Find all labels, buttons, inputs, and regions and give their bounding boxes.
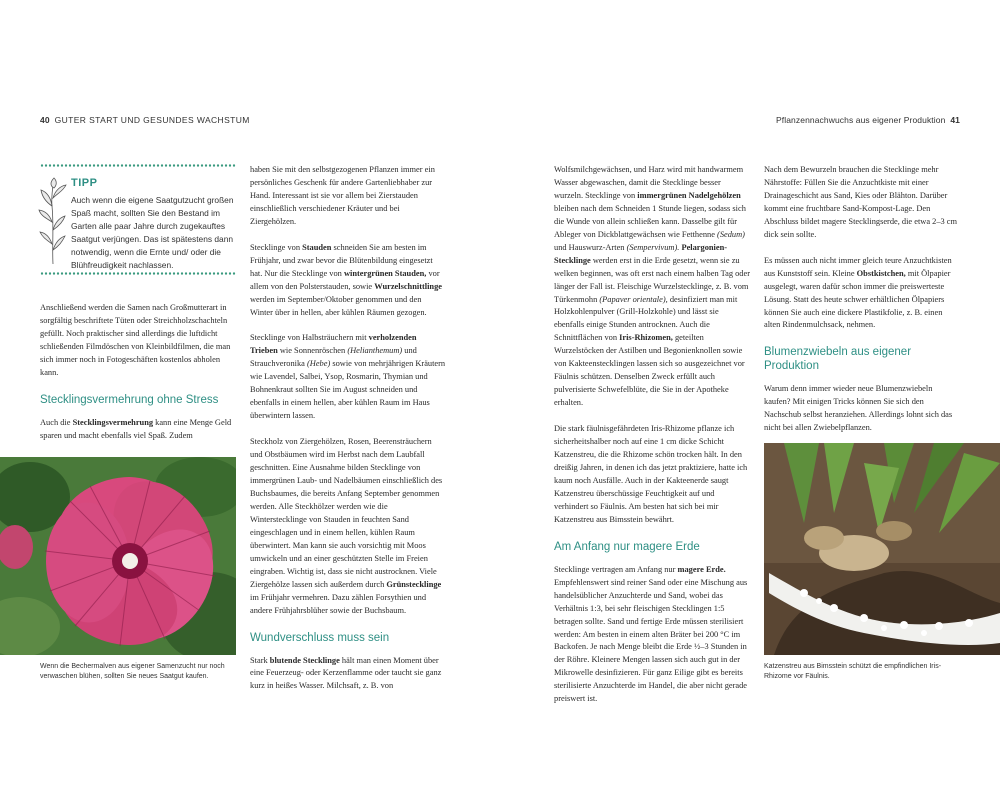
heading-am-anfang: Am Anfang nur magere Erde xyxy=(554,540,700,553)
paragraph: Steckholz von Ziergehölzen, Rosen, Beerensträuchern und Obstbäumen wird im Herbst nach dem Laubfall geschnitten. Eine Ausnahme bilden Stecklinge von immergrünen Laub- und Nadelbäumen einschließlich des Buchsbaumes, die bereits Anfang September genommen werden. Alle Steckhölzer werden wie die Winterstecklinge von Stauden in feuchten Sand eingeschlagen und in einem hellen, kühlen Raum überwintert. Man kann sie auch vorsichtig mit Moos umwickeln und an einer geschützten Stelle im Freien eingraben. Wichtig ist, dass sie nicht austrocknen. Viele Ziergehölze lassen sich außerdem durch Grünstecklinge im Frühjahr vermehren. Dazu zählen Forsythien und andere Frühjahrsblüher sowie der Buchsbaum. xyxy=(250,437,443,615)
heading-wundverschluss: Wundverschluss muss sein xyxy=(250,631,390,644)
right-running-header xyxy=(776,115,960,125)
paragraph: Stark blutende Stecklinge hält man einen Moment über eine Feuerzeug- oder Kerzenflamme oder taucht sie ganz kurz in heißes Wasser. Milchsaft, z. B. von xyxy=(250,655,442,691)
paragraph: Anschließend werden die Samen nach Großmutterart in sorgfältig beschriftete Tüten oder Streichholzschachteln gefüllt. Noch praktischer sind allerdings die luftdicht schließenden Filmdöschen von Kleinbildfilmen, die man sich immer noch in Fotogeschäften kostenlos abholen kann. xyxy=(40,303,231,377)
tip-top-divider xyxy=(40,164,236,167)
left-running-header xyxy=(40,115,250,125)
right-page-number: 41 xyxy=(950,115,960,125)
left-page-number: 40 xyxy=(40,115,50,125)
column-4 xyxy=(764,164,960,448)
tip-text: Auch wenn die eigene Saatgutzucht großen Spaß macht, sollten Sie den Bestand im Garten alle paar Jahre durch zugekauftes Saatgut verjüngen. Das ist spätestens dann notwendig, wenn die Ernte und/ oder die Blühfreudigkeit nachlassen. xyxy=(71,195,234,270)
paragraph: Auch die Stecklingsvermehrung kann eine Menge Geld sparen und macht ebenfalls viel Spaß. Zudem xyxy=(40,417,232,440)
flower-image-caption: Wenn die Bechermalven aus eigener Samenzucht nur noch verwaschen blühen, sollten Sie neues Saatgut kaufen. xyxy=(40,663,225,680)
left-section-title: GUTER START UND GESUNDES WACHSTUM xyxy=(54,115,250,125)
heading-blumenzwiebeln: Blumenzwiebeln aus eigener Produktion xyxy=(764,346,912,373)
paragraph: Stecklinge vertragen am Anfang nur magere Erde. Empfehlenswert sind reiner Sand oder eine Mischung aus handelsüblicher Anzuchterde und Sand, wobei das Verhältnis 1:3, bei sehr fleischigen Stecklingen 1:5 betragen sollte. Sand und fertige Erde müssen sterilisiert werden: Am besten in einem alten Bräter bei 200 °C im Backofen. Je nach Menge bleibt die Erde ½–3 Stunden in der Röhre. Kleinere Mengen lassen sich auch gut in der Mikrowelle desinfizieren. Für ganz Eilige gibt es bereits sterilisierte Anzuchterde im Handel, die aber nicht gerade preiswert ist. xyxy=(554,564,748,704)
paragraph: Nach dem Bewurzeln brauchen die Stecklinge mehr Nährstoffe: Füllen Sie die Anzuchtkiste mit einer Drainageschicht aus Sand, Kies oder Blähton. Darüber kommt eine fruchtbare Sand-Kompost-Lage. Den Abschluss bildet magere Stecklingserde, die etwa 2–3 cm dick sein sollte. xyxy=(764,165,958,239)
paragraph: Stecklinge von Stauden schneiden Sie am besten im Frühjahr, und zwar bevor die Blütenbildung eingesetzt hat. Nur die Stecklinge von wintergrünen Stauden, vor allem von den Polsterstauden, sowie Wurzelschnittlinge werden im September/Oktober genommen und den Winter über in hellen, aber kühlen Räumen gezogen. xyxy=(250,242,442,317)
iris-rhizome-photo xyxy=(764,443,1000,655)
tip-bottom-divider xyxy=(40,272,236,275)
column-3 xyxy=(554,164,750,719)
iris-image-caption: Katzenstreu aus Bimsstein schützt die empfindlichen Iris-Rhizome vor Fäulnis. xyxy=(764,663,942,680)
heading-stecklingsvermehrung: Stecklingsvermehrung ohne Stress xyxy=(40,393,219,406)
paragraph: haben Sie mit den selbstgezogenen Pflanzen immer ein persönliches Geschenk für andere Gartenliebhaber zur Hand. Interessant ist sie vor allem bei Zierstauden einschließlich verschiedener Kräuter und bei Ziergehölzen. xyxy=(250,165,435,226)
plant-sprig-icon xyxy=(38,176,68,266)
paragraph: Wolfsmilchgewächsen, und Harz wird mit handwarmem Wasser abgewaschen, damit die Stecklinge besser wurzeln. Stecklinge von immergrünen Nadelgehölzen bleiben nach dem Schneiden 1 Stunde liegen, sodass sich die Wunde von allein schließen kann. Dasselbe gilt für Ableger von Dickblattgewächsen wie Fetthenne (Sedum) und Hauswurz-Arten (Sempervivum). Pelargonien-Stecklinge werden erst in die Erde gesetzt, wenn sie zu welken beginnen, was oft erst nach einem halben Tag oder länger der Fall ist. Fleischige Wurzelstecklinge, z. B. vom Türkenmohn (Papaver orientale), desinfiziert man mit Holzkohlenpulver (Grill-Holzkohle) und lässt sie ebenfalls einige Stunden antrocknen. Auch die Schnittflächen von Iris-Rhizomen, geteilten Wurzelstöcken der Astilben und Begonienknollen sowie von Kakteenstecklingen lassen sich so ausgezeichnet vor Fäulnis schützen. Denselben Zweck erfüllt auch pulverisierte Schwefelblüte, die Sie in der Apotheke erhalten. xyxy=(554,165,751,408)
right-section-title: Pflanzennachwuchs aus eigener Produktion xyxy=(776,115,946,125)
tip-box xyxy=(40,170,236,270)
column-2 xyxy=(250,164,446,706)
column-1 xyxy=(40,302,236,456)
paragraph: Es müssen auch nicht immer gleich teure Anzuchtkisten aus Kunststoff sein. Kleine Obstkistchen, mit Ölpapier ausgelegt, waren dafür schon immer die preiswerteste Lösung. Statt des heute schwer erhältlichen Ölpapiers können Sie auch eine dickere Plastikfolie, z. B. einen alten Rindenmulchsack, nehmen. xyxy=(764,255,952,330)
paragraph: Die stark fäulnisgefährdeten Iris-Rhizome pflanze ich sicherheitshalber noch auf eine 1 cm dicke Schicht Katzenstreu, die die Rhizome schön trocken hält. In den dreißig Jahren, in denen ich das jetzt praktiziere, hatte ich kaum noch Ausfälle. Auch in der Kakteenerde saugt Katzenstreu überschüssige Feuchtigkeit auf und verhindert so Fäulnis. Am besten hat sich bei mir Katzenstreu aus Bimsstein bewährt. xyxy=(554,424,748,524)
mallow-flower-photo xyxy=(0,457,236,655)
tip-title: TIPP xyxy=(71,177,98,189)
paragraph: Stecklinge von Halbsträuchern mit verholzenden Trieben wie Sonnenröschen (Helianthemum) und Strauchveronika (Hebe) sowie von mehrjährigen Kräutern wie Lavendel, Salbei, Ysop, Rosmarin, Thymian und Bohnenkraut sollten Sie im August schneiden und ebenfalls in einem hellen, aber kühlen Raum im Haus überwintern lassen. xyxy=(250,333,446,421)
paragraph: Warum denn immer wieder neue Blumenzwiebeln kaufen? Mit einigen Tricks können Sie sich den Nachschub selbst heranziehen. Allerdings lohnt sich das nicht bei allen Zwiebelpflanzen. xyxy=(764,384,953,433)
